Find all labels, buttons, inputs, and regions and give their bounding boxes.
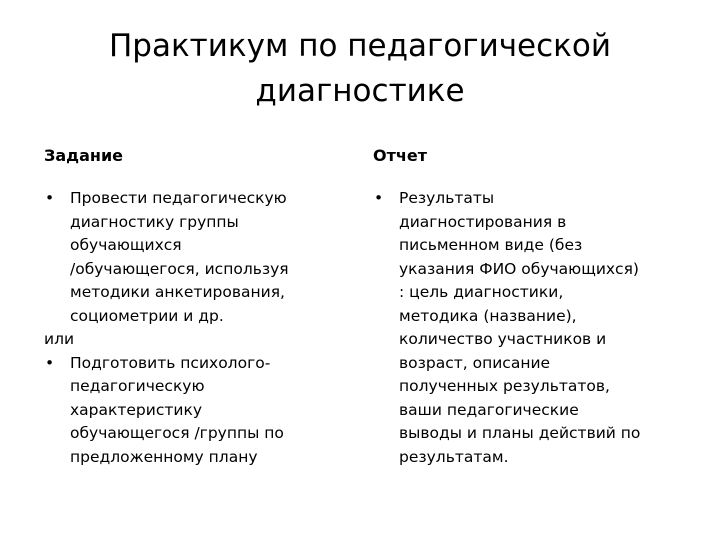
item-text-line: результатам. bbox=[399, 447, 509, 466]
item-text-line: диагностику группы bbox=[70, 212, 239, 231]
item-text-line: /обучающегося, используя bbox=[70, 259, 289, 278]
item-text-line: методика (название), bbox=[399, 306, 577, 325]
item-text-line: методики анкетирования, bbox=[70, 283, 285, 301]
report-list bbox=[373, 187, 693, 469]
item-text-line: ваши педагогические bbox=[399, 400, 579, 419]
slide-title bbox=[60, 24, 660, 114]
item-text-line: количество участников и bbox=[399, 330, 607, 348]
item-text-line: предложенному плану bbox=[70, 447, 258, 466]
item-text-line: возраст, описание bbox=[399, 353, 551, 372]
slide-title-line: диагностике bbox=[255, 73, 465, 109]
item-text-line: обучающихся bbox=[70, 236, 182, 254]
report-heading: Отчет bbox=[373, 146, 427, 165]
item-text-line: • Результаты bbox=[399, 189, 495, 207]
item-text-line: выводы и планы действий по bbox=[399, 424, 641, 442]
report-item-results bbox=[373, 187, 693, 469]
task-heading: Задание bbox=[44, 146, 123, 165]
item-text-line: указания ФИО обучающихся) bbox=[399, 259, 639, 278]
item-text-line: или bbox=[44, 330, 75, 348]
item-text-line: социометрии и др. bbox=[70, 306, 224, 325]
slide-title-line: Практикум по педагогической bbox=[108, 28, 612, 64]
item-text-line: полученных результатов, bbox=[399, 377, 610, 395]
item-text-line: обучающегося /группы по bbox=[70, 424, 284, 442]
task-column bbox=[44, 146, 362, 469]
task-list bbox=[44, 187, 362, 469]
task-item-conduct-diagnostics bbox=[44, 187, 362, 328]
task-or-separator bbox=[44, 328, 362, 352]
report-column bbox=[373, 146, 693, 469]
item-text-line: : цель диагностики, bbox=[399, 283, 564, 301]
item-text-line: характеристику bbox=[70, 400, 203, 419]
item-text-line: письменном виде (без bbox=[399, 236, 583, 254]
item-text-line: • Провести педагогическую bbox=[70, 189, 287, 207]
item-text-line: диагностирования в bbox=[399, 212, 567, 231]
item-text-line: • Подготовить психолого- bbox=[70, 353, 271, 372]
item-text-line: педагогическую bbox=[70, 377, 205, 395]
task-item-prepare-characteristic bbox=[44, 352, 362, 470]
